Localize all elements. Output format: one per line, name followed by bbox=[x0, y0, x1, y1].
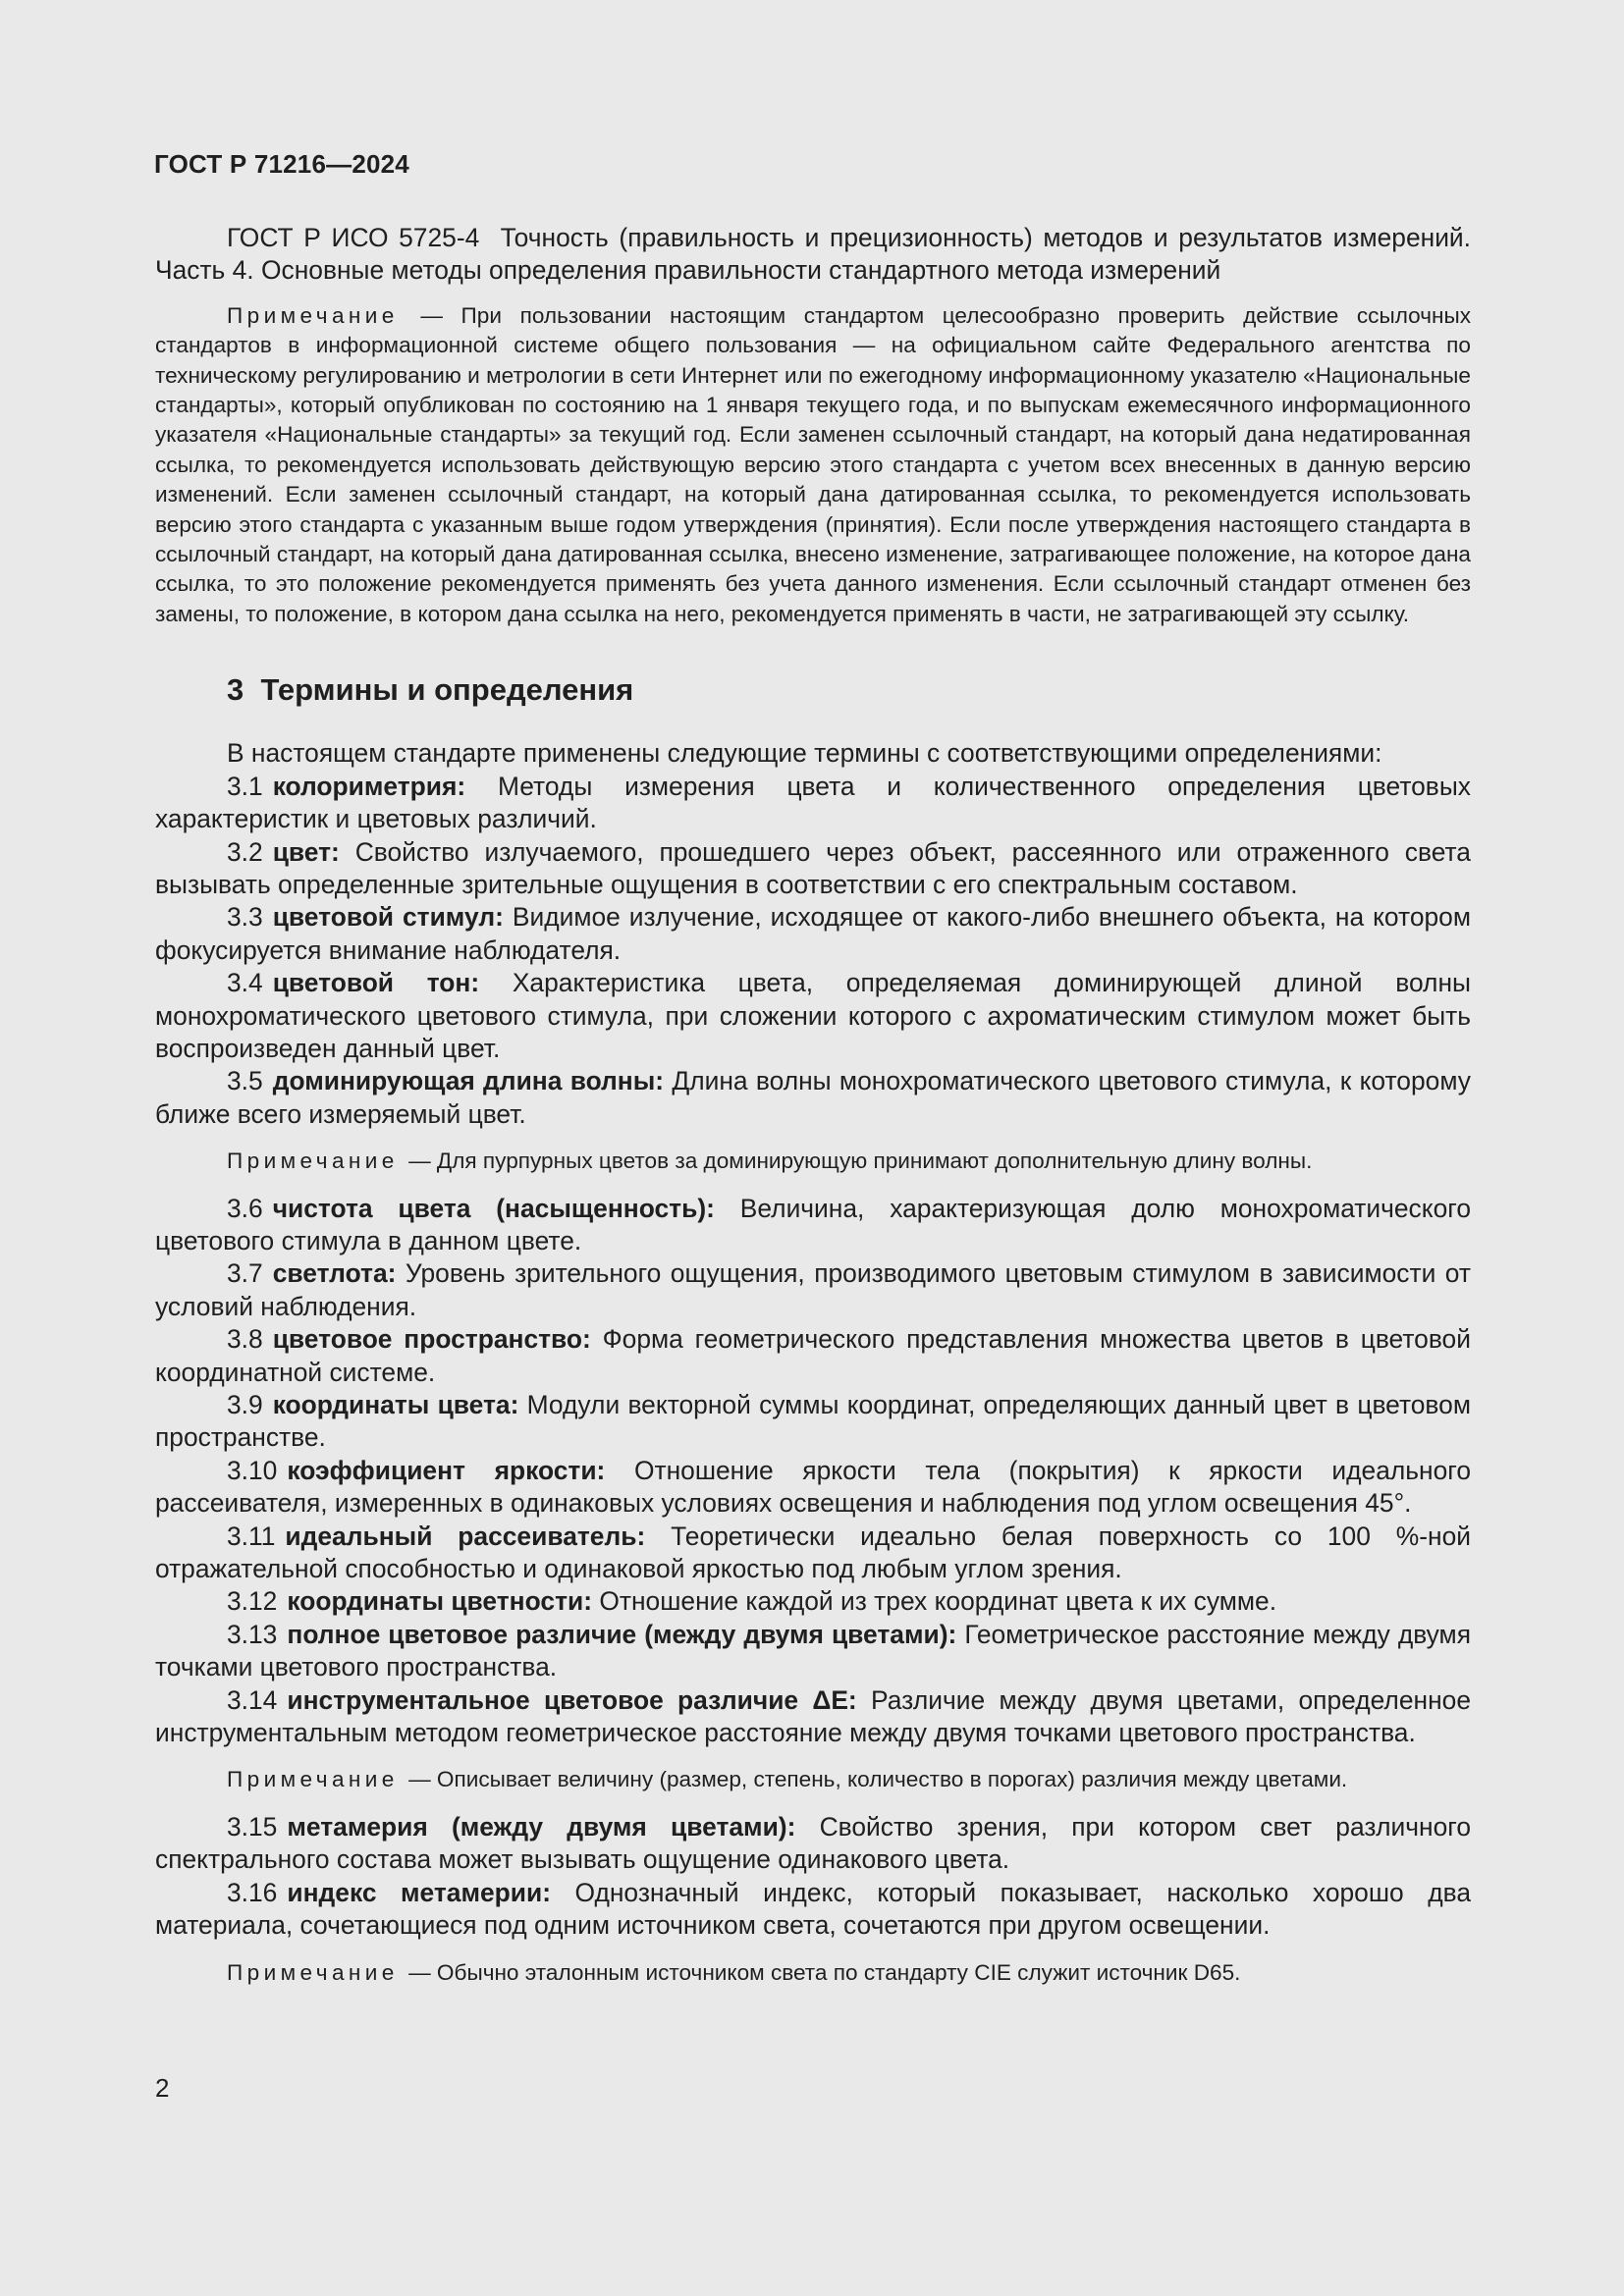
reference-code: ГОСТ Р ИСО 5725-4 bbox=[227, 223, 480, 252]
term-3-5 bbox=[155, 1065, 1471, 1131]
term-definition: Методы измерения цвета и количественного определения цветовых характеристик и цветовых различий. bbox=[155, 771, 1471, 834]
term-number: 3.12 bbox=[227, 1586, 278, 1617]
term-definition: Уровень зрительного ощущения, производимого цветовым стимулом в зависимости от условий наблюдения. bbox=[155, 1258, 1471, 1321]
term-3-8 bbox=[155, 1323, 1471, 1389]
note-references bbox=[155, 301, 1471, 629]
term-3-16 bbox=[155, 1877, 1471, 1943]
page-number: 2 bbox=[155, 2073, 170, 2103]
term-definition: Свойство излучаемого, прошедшего через объект, рассеянного или отраженного света вызывать определенные зрительные ощущения в соответствии с его спектральным составом. bbox=[155, 836, 1471, 899]
term-name: индекс метамерии: bbox=[287, 1877, 552, 1907]
note-term-3-16 bbox=[155, 1958, 1471, 1988]
term-definition: Видимое излучение, исходящее от какого-либо внешнего объекта, на котором фокусируется внимание наблюдателя. bbox=[155, 902, 1471, 965]
page-content bbox=[155, 222, 1471, 1988]
note-text: — Описывает величину (размер, степень, количество в порогах) различия между цветами. bbox=[408, 1767, 1348, 1792]
term-number: 3.6 bbox=[227, 1193, 263, 1223]
term-definition: Отношение яркости тела (покрытия) к яркости идеального рассеивателя, измеренных в одинаковых условиях освещения и наблюдения под углом освещения 45°. bbox=[155, 1455, 1471, 1519]
term-name: цвет: bbox=[272, 836, 340, 867]
term-3-15 bbox=[155, 1811, 1471, 1877]
term-definition: Теоретически идеально белая поверхность со 100 %-ной отражательной способностью и одинаковой яркостью под любым углом зрения. bbox=[155, 1521, 1471, 1584]
term-number: 3.10 bbox=[227, 1455, 278, 1485]
term-number: 3.1 bbox=[227, 771, 263, 801]
term-name: метамерия (между двумя цветами): bbox=[287, 1811, 796, 1842]
note-label: Примечание bbox=[227, 1767, 399, 1792]
note-label: Примечание bbox=[227, 302, 399, 328]
term-number: 3.15 bbox=[227, 1811, 278, 1842]
section-title: Термины и определения bbox=[260, 672, 634, 708]
term-number: 3.14 bbox=[227, 1684, 278, 1715]
term-name: координаты цвета: bbox=[272, 1390, 519, 1419]
term-number: 3.8 bbox=[227, 1324, 263, 1355]
document-header: ГОСТ Р 71216—2024 bbox=[154, 149, 409, 179]
term-name: полное цветовое различие (между двумя цветами): bbox=[287, 1619, 957, 1649]
note-term-3-5 bbox=[155, 1147, 1471, 1176]
term-number: 3.5 bbox=[227, 1066, 263, 1096]
term-3-2 bbox=[155, 836, 1471, 902]
term-name: цветовое пространство: bbox=[272, 1324, 591, 1355]
section-number: 3 bbox=[227, 672, 244, 708]
note-text: — Обычно эталонным источником света по стандарту CIE служит источник D65. bbox=[408, 1959, 1241, 1985]
term-number: 3.2 bbox=[227, 836, 263, 867]
term-name: чистота цвета (насыщенность): bbox=[272, 1193, 715, 1223]
term-name: светлота: bbox=[272, 1258, 397, 1289]
term-name: цветовой тон: bbox=[272, 968, 480, 998]
term-number: 3.11 bbox=[227, 1521, 276, 1551]
term-3-7 bbox=[155, 1257, 1471, 1323]
term-definition: Модули векторной суммы координат, определяющих данный цвет в цветовом пространстве. bbox=[155, 1390, 1471, 1453]
section-intro: В настоящем стандарте применены следующие термины с соответствующими определениями: bbox=[227, 738, 1382, 769]
term-name: колориметрия: bbox=[272, 771, 466, 801]
term-number: 3.7 bbox=[227, 1258, 263, 1289]
term-definition: Геометрическое расстояние между двумя точками цветового пространства. bbox=[155, 1619, 1471, 1682]
term-definition: Длина волны монохроматического цветового стимула, к которому ближе всего измеряемый цвет. bbox=[155, 1066, 1471, 1129]
note-text: — При пользовании настоящим стандартом целесообразно проверить действие ссылочных стандартов в информационной системе общего пользования — на официальном сайте Федерального агентства по техническому регулированию и метрологии в сети Интернет или по ежегодному информационному указателю «Национальные стандарты», который опубликован по состоянию на 1 января текущего года, и по выпускам ежемесячного информационного указателя «Национальные стандарты» за текущий год. Если заменен ссылочный стандарт, на который дана недатированная ссылка, то рекомендуется использовать действующую версию этого стандарта с учетом всех внесенных в данную версию изменений. Если заменен ссылочный стандарт, на который дана датированная ссылка, то рекомендуется использовать версию этого стандарта с указанным выше годом утверждения (принятия). Если после утверждения настоящего стандарта в ссылочный стандарт, на который дана датированная ссылка, внесено изменение, затрагивающее положение, на которое дана ссылка, то это положение рекомендуется применять без учета данного изменения. Если ссылочный стандарт отменен без замены, то положение, в котором дана ссылка на него, рекомендуется применять в части, не затрагивающей эту ссылку. bbox=[155, 302, 1471, 626]
term-number: 3.13 bbox=[227, 1619, 278, 1649]
note-label: Примечание bbox=[227, 1148, 399, 1174]
term-name: доминирующая длина волны: bbox=[272, 1066, 665, 1096]
term-name: коэффициент яркости: bbox=[287, 1455, 606, 1485]
term-definition: Свойство зрения, при котором свет различного спектрального состава может вызывать ощущение одинакового цвета. bbox=[155, 1811, 1471, 1875]
term-3-13 bbox=[155, 1619, 1471, 1684]
term-3-14 bbox=[155, 1684, 1471, 1750]
term-definition: Форма геометрического представления множества цветов в цветовой координатной системе. bbox=[155, 1324, 1471, 1387]
term-name: цветовой стимул: bbox=[272, 902, 504, 933]
normative-reference bbox=[155, 222, 1471, 288]
term-definition: Величина, характеризующая долю монохроматического цветового стимула в данном цвете. bbox=[155, 1193, 1471, 1255]
term-number: 3.16 bbox=[227, 1877, 278, 1907]
term-3-9 bbox=[155, 1389, 1471, 1455]
term-3-6 bbox=[155, 1193, 1471, 1258]
reference-title: Точность (правильность и прецизионность) методов и результатов измерений. Часть 4. Основные методы определения правильности стандартного метода измерений bbox=[155, 223, 1472, 286]
term-3-10 bbox=[155, 1455, 1471, 1521]
term-number: 3.9 bbox=[227, 1390, 263, 1419]
term-3-3 bbox=[155, 901, 1471, 967]
note-text: — Для пурпурных цветов за доминирующую принимают дополнительную длину волны. bbox=[408, 1148, 1313, 1174]
term-definition: Характеристика цвета, определяемая доминирующей длиной волны монохроматического цветового стимула, при сложении которого с ахроматическим стимулом может быть воспроизведен данный цвет. bbox=[155, 968, 1471, 1063]
term-name: инструментальное цветовое различие ΔE: bbox=[287, 1684, 857, 1715]
term-3-4 bbox=[155, 967, 1471, 1065]
term-number: 3.3 bbox=[227, 902, 263, 933]
note-term-3-14 bbox=[155, 1765, 1471, 1794]
term-number: 3.4 bbox=[227, 968, 263, 998]
term-3-1 bbox=[155, 771, 1471, 836]
term-definition: Однозначный индекс, который показывает, насколько хорошо два материала, сочетающиеся под одним источником света, сочетаются при другом освещении. bbox=[155, 1877, 1471, 1941]
term-3-12 bbox=[155, 1585, 1471, 1618]
term-name: координаты цветности: bbox=[287, 1586, 593, 1617]
section-heading bbox=[155, 672, 1471, 708]
term-3-11 bbox=[155, 1521, 1471, 1586]
term-definition: Различие между двумя цветами, определенное инструментальным методом геометрическое расстояние между двумя точками цветового пространства. bbox=[155, 1684, 1471, 1748]
note-label: Примечание bbox=[227, 1959, 399, 1985]
term-definition: Отношение каждой из трех координат цвета к их сумме. bbox=[599, 1586, 1277, 1617]
term-name: идеальный рассеиватель: bbox=[285, 1521, 646, 1551]
